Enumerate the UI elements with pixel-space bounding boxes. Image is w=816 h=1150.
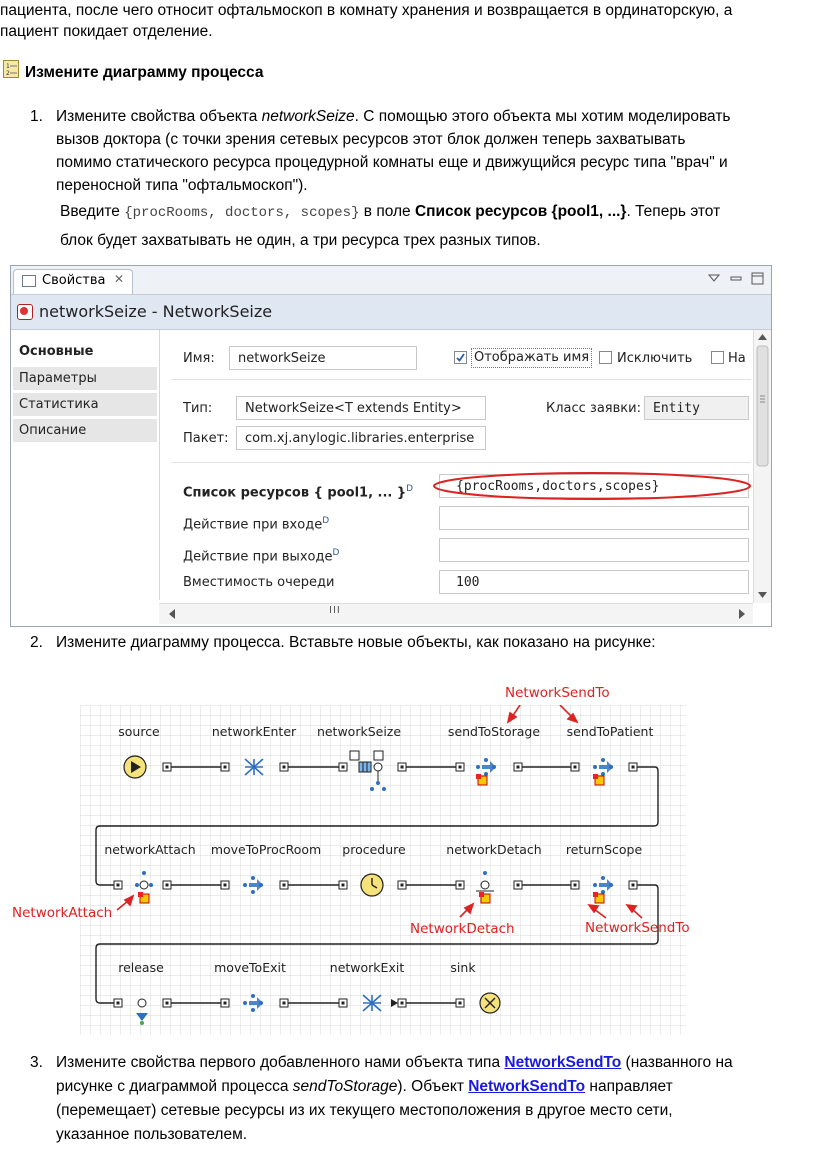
block-label-release: release bbox=[118, 960, 164, 975]
properties-panel bbox=[10, 265, 772, 627]
scroll-grip: III bbox=[329, 605, 341, 616]
exclude-label: Исключить bbox=[617, 351, 693, 366]
step1-line-1: Измените свойства объекта networkSeize. С помощью этого объекта мы хотим моделировать bbox=[56, 108, 731, 125]
process-diagram bbox=[80, 705, 686, 1035]
on-enter-label: Действие при входе$^D$ bbox=[183, 516, 330, 533]
intro-line-2: пациент покидает отделение. bbox=[0, 23, 213, 40]
resources-field[interactable]: {procRooms,doctors,scopes} bbox=[439, 474, 749, 498]
network-seize-icon bbox=[17, 304, 33, 320]
diagram-canvas bbox=[80, 705, 686, 1035]
queue-capacity-label: Вместимость очереди bbox=[183, 575, 335, 590]
name-label: Имя: bbox=[183, 351, 215, 366]
step1-line-6: блок будет захватывать не один, а три ресурса трех разных типов. bbox=[60, 232, 541, 249]
svg-text:1: 1 bbox=[6, 63, 10, 70]
sidebar-item-basic[interactable]: Основные bbox=[13, 340, 157, 364]
svg-text:2: 2 bbox=[6, 70, 10, 77]
step3-line-3: (перемещает) сетевые ресурсы из их текущего местоположения в другое место сети, bbox=[56, 1102, 673, 1119]
step1-line-2: вызов доктора (с точки зрения сетевых ресурсов этот блок должен теперь захватывать bbox=[56, 131, 686, 148]
properties-sidebar bbox=[11, 330, 159, 600]
na-label: На bbox=[728, 351, 746, 366]
sidebar-item-statistics[interactable]: Статистика bbox=[13, 392, 157, 416]
panel-header bbox=[11, 295, 771, 330]
block-label-move-to-proc-room: moveToProcRoom bbox=[210, 842, 322, 857]
block-label-network-exit: networkExit bbox=[329, 960, 405, 975]
block-label-return-scope: returnScope bbox=[565, 842, 643, 857]
on-enter-field[interactable] bbox=[439, 506, 749, 530]
network-exit-block bbox=[363, 995, 381, 1011]
request-class-field[interactable]: Entity bbox=[644, 396, 749, 420]
name-field[interactable]: networkSeize bbox=[229, 346, 417, 370]
package-label: Пакет: bbox=[183, 431, 229, 446]
sink-block bbox=[480, 993, 500, 1013]
intro-line-1: пациента, после чего относит офтальмоскоп в комнату хранения и возвращается в ординаторскую, а bbox=[0, 2, 733, 19]
block-label-procedure: procedure bbox=[342, 842, 406, 857]
show-name-label: Отображать имя bbox=[471, 348, 592, 368]
callout-network-send-to-bottom: NetworkSendTo bbox=[585, 920, 690, 936]
resources-label: Список ресурсов { pool1, ... }$^D$ bbox=[183, 484, 414, 501]
package-field[interactable]: com.xj.anylogic.libraries.enterprise bbox=[236, 426, 486, 450]
block-label-send-to-storage: sendToStorage bbox=[447, 724, 541, 739]
step2-number: 2. bbox=[30, 634, 43, 651]
exclude-checkbox[interactable] bbox=[599, 351, 612, 364]
show-name-checkbox[interactable] bbox=[454, 351, 467, 364]
step1-number: 1. bbox=[30, 108, 43, 125]
close-icon[interactable]: ✕ bbox=[114, 272, 125, 286]
section-heading: Измените диаграмму процесса bbox=[25, 64, 264, 81]
callout-network-attach: NetworkAttach bbox=[12, 905, 113, 921]
on-exit-field[interactable] bbox=[439, 538, 749, 562]
view-menu-icon[interactable] bbox=[707, 272, 767, 286]
request-class-label: Класс заявки: bbox=[546, 401, 641, 416]
step3-line-1: Измените свойства первого добавленного нами объекта типа NetworkSendTo (названного на bbox=[56, 1054, 733, 1071]
highlight-ellipse bbox=[431, 470, 753, 502]
step1-line-5: Введите {procRooms, doctors, scopes} в поле Список ресурсов {pool1, ...}. Теперь этот bbox=[60, 203, 721, 221]
block-label-network-attach: networkAttach bbox=[104, 842, 196, 857]
block-label-network-detach: networkDetach bbox=[446, 842, 542, 857]
list-numbering-icon bbox=[3, 60, 19, 78]
vertical-scrollbar[interactable] bbox=[753, 330, 771, 603]
block-label-source: source bbox=[118, 724, 160, 739]
queue-capacity-field[interactable]: 100 bbox=[439, 570, 749, 594]
procedure-block bbox=[361, 874, 383, 896]
on-exit-label: Действие при выходе$^D$ bbox=[183, 548, 340, 565]
resource-list-code: {procRooms, doctors, scopes} bbox=[124, 205, 360, 221]
step1-object-name: networkSeize bbox=[261, 108, 355, 125]
step3-line-2: рисунке с диаграммой процесса sendToStorage). Объект NetworkSendTo направляет bbox=[56, 1078, 673, 1095]
sidebar-item-description[interactable]: Описание bbox=[13, 418, 157, 442]
type-label: Тип: bbox=[183, 401, 213, 416]
block-label-send-to-patient: sendToPatient bbox=[566, 724, 654, 739]
block-label-move-to-exit: moveToExit bbox=[214, 960, 286, 975]
sidebar-item-parameters[interactable]: Параметры bbox=[13, 366, 157, 390]
block-label-network-enter: networkEnter bbox=[211, 724, 297, 739]
step1-line-4: переносной типа "офтальмоскоп"). bbox=[56, 177, 308, 194]
type-field[interactable]: NetworkSeize<T extends Entity> bbox=[236, 396, 486, 420]
properties-icon bbox=[22, 275, 36, 287]
network-send-to-link[interactable]: NetworkSendTo bbox=[504, 1054, 622, 1071]
step2-text: Измените диаграмму процесса. Вставьте новые объекты, как показано на рисунке: bbox=[56, 634, 656, 651]
block-label-network-seize: networkSeize bbox=[316, 724, 402, 739]
network-send-to-link-2[interactable]: NetworkSendTo bbox=[468, 1078, 586, 1095]
panel-tabbar bbox=[11, 266, 771, 295]
step3-line-4: указанное пользователем. bbox=[56, 1126, 248, 1143]
step3-number: 3. bbox=[30, 1054, 43, 1071]
step1-line-3: помимо статического ресурса процедурной комнаты еще и движущийся ресурс типа "врач" и bbox=[56, 154, 728, 171]
horizontal-scrollbar[interactable] bbox=[159, 603, 753, 624]
tab-properties-label: Свойства bbox=[42, 273, 106, 288]
panel-header-title: networkSeize - NetworkSeize bbox=[39, 302, 273, 321]
tab-properties[interactable] bbox=[13, 269, 133, 294]
network-enter-block bbox=[245, 759, 263, 775]
callout-network-detach: NetworkDetach bbox=[410, 921, 515, 937]
callout-network-send-to-top: NetworkSendTo bbox=[505, 685, 610, 701]
block-label-sink: sink bbox=[450, 960, 476, 975]
na-checkbox[interactable] bbox=[711, 351, 724, 364]
source-block bbox=[124, 756, 146, 778]
